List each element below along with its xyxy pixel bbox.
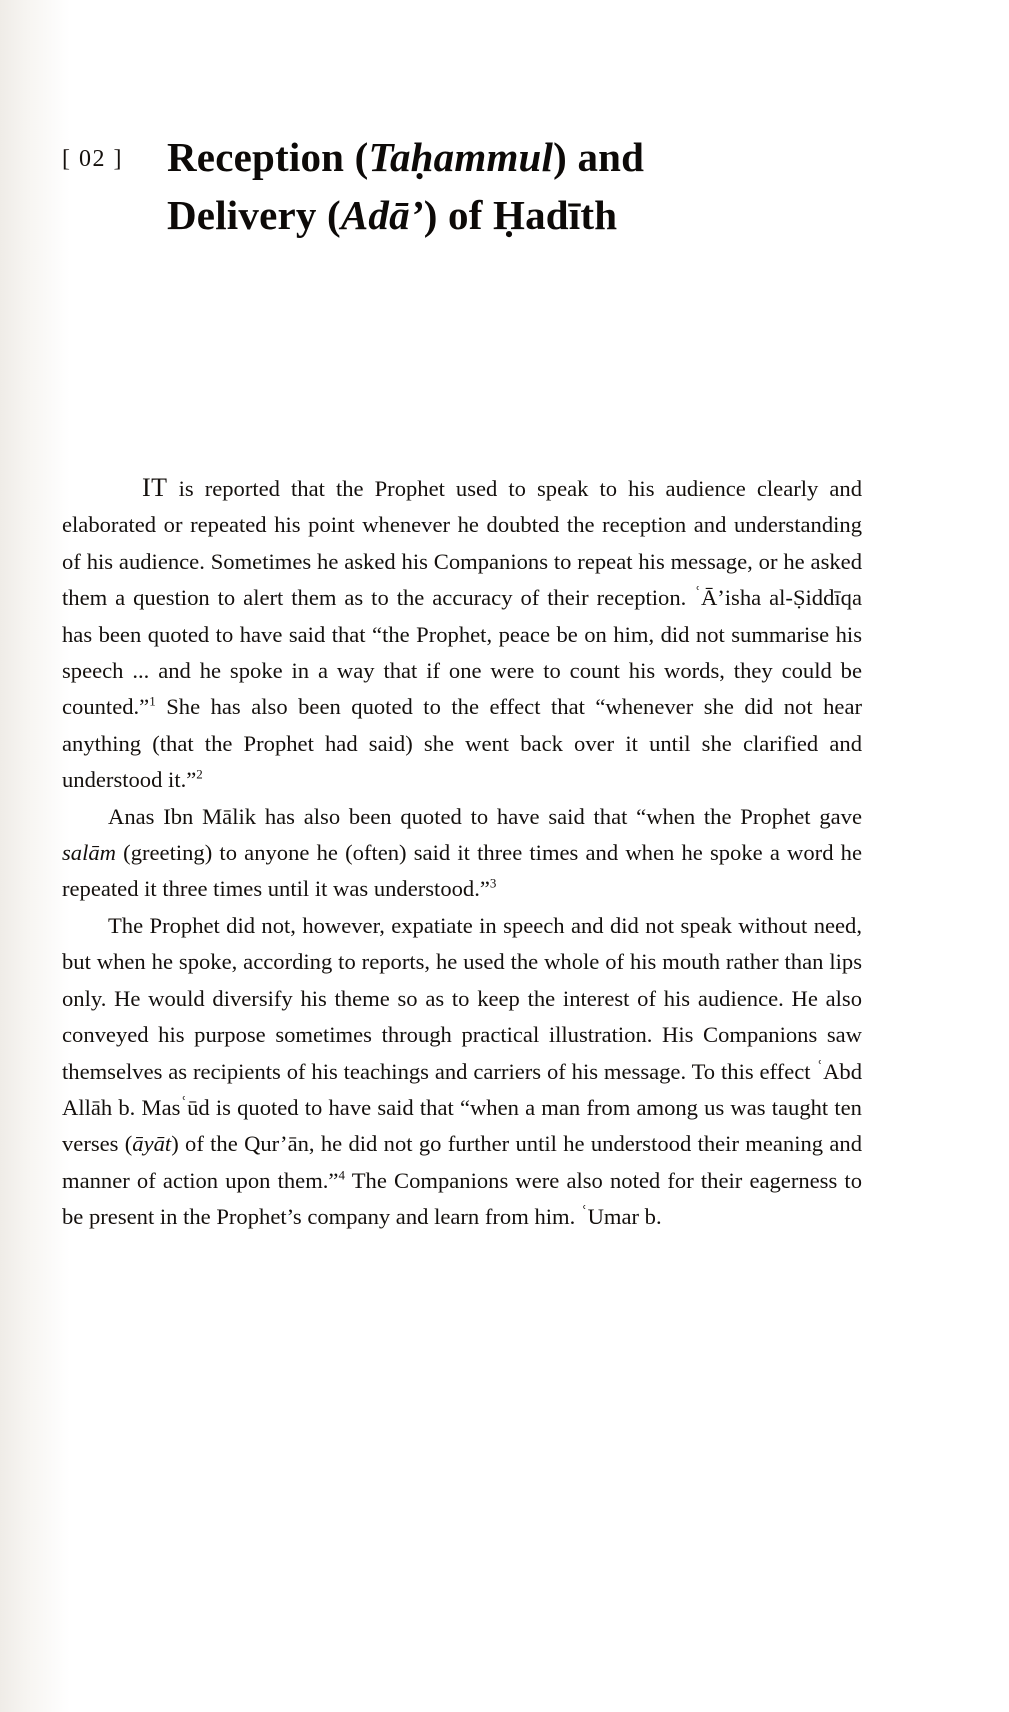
chapter-heading-row (62, 128, 862, 244)
paragraph-text: is reported that the Prophet used to speak to his audience clearly and elaborated or repeated his point whenever he doubted the reception and understanding of his audience. Sometimes he asked his Companions to repeat his message, or he asked them a question to alert them as to the accuracy of their reception. ʿĀ’isha al-Ṣiddīqa has been quoted to have said that “the Prophet, peace be on him, did not summarise his speech ... and he spoke in a way that if one were to count his words, they could be counted.”$^1$ She has also been quoted to the effect that “whenever she did not hear anything (that the Prophet had said) she went back over it until she clarified and understood it.”$^2$ (62, 476, 862, 793)
chapter-number: [ 02 ] (62, 146, 123, 172)
paragraph (62, 470, 862, 799)
italic-term-salam: salām (62, 840, 116, 866)
chapter-heading (62, 128, 862, 244)
ayn-glyph: ʿ (816, 1057, 824, 1080)
body-text (62, 470, 862, 1236)
ayn-glyph: ʿ (180, 1093, 188, 1116)
footnote-marker: 4 (338, 1167, 345, 1183)
title-line-2-suffix: ) of Ḥadīth (423, 192, 618, 239)
title-line-1-prefix: Reception ( (167, 134, 369, 180)
italic-term-ayat: āyāt (132, 1131, 172, 1157)
title-line-2-italic: Adā’ (340, 192, 424, 239)
page-title (167, 128, 644, 244)
paragraph-text: Anas Ibn Mālik has also been quoted to have said that “when the Prophet gave salām (greeting) to anyone he (often) said it three times and when he spoke a word he repeated it three times until it was understood.”$^3$ (62, 803, 862, 902)
paragraph (62, 908, 862, 1236)
ayn-glyph: ʿ (580, 1202, 588, 1225)
paragraph (62, 799, 862, 908)
footnote-marker: 3 (489, 875, 497, 891)
paragraph-text: The Prophet did not, however, expatiate in speech and did not speak without need, but when he spoke, according to reports, he used the whole of his mouth rather than lips only. He would diversify his theme so as to keep the interest of his audience. He also conveyed his purpose sometimes through practical illustration. His Companions saw themselves as recipients of his teachings and carriers of his message. To this effect ʿAbd Allāh b. Masʿūd is quoted to have said that “when a man from among us was taught ten verses (āyāt) of the Qur’ān, he did not go further until he understood their meaning and manner of action upon them.”$^4$ The Companions were also noted for their eagerness to be present in the Prophet’s company and learn from him. ʿUmar b. (62, 912, 862, 1230)
page-content (62, 0, 862, 1712)
title-line-2-prefix: Delivery ( (167, 192, 341, 239)
footnote-marker: 2 (196, 766, 203, 782)
title-line-1-italic: Taḥammul (368, 134, 554, 180)
ayn-glyph: ʿ (694, 583, 701, 606)
footnote-marker: 1 (149, 693, 156, 709)
paragraph-lead-caps: IT (142, 473, 168, 502)
title-line-1-suffix: ) and (553, 134, 645, 180)
